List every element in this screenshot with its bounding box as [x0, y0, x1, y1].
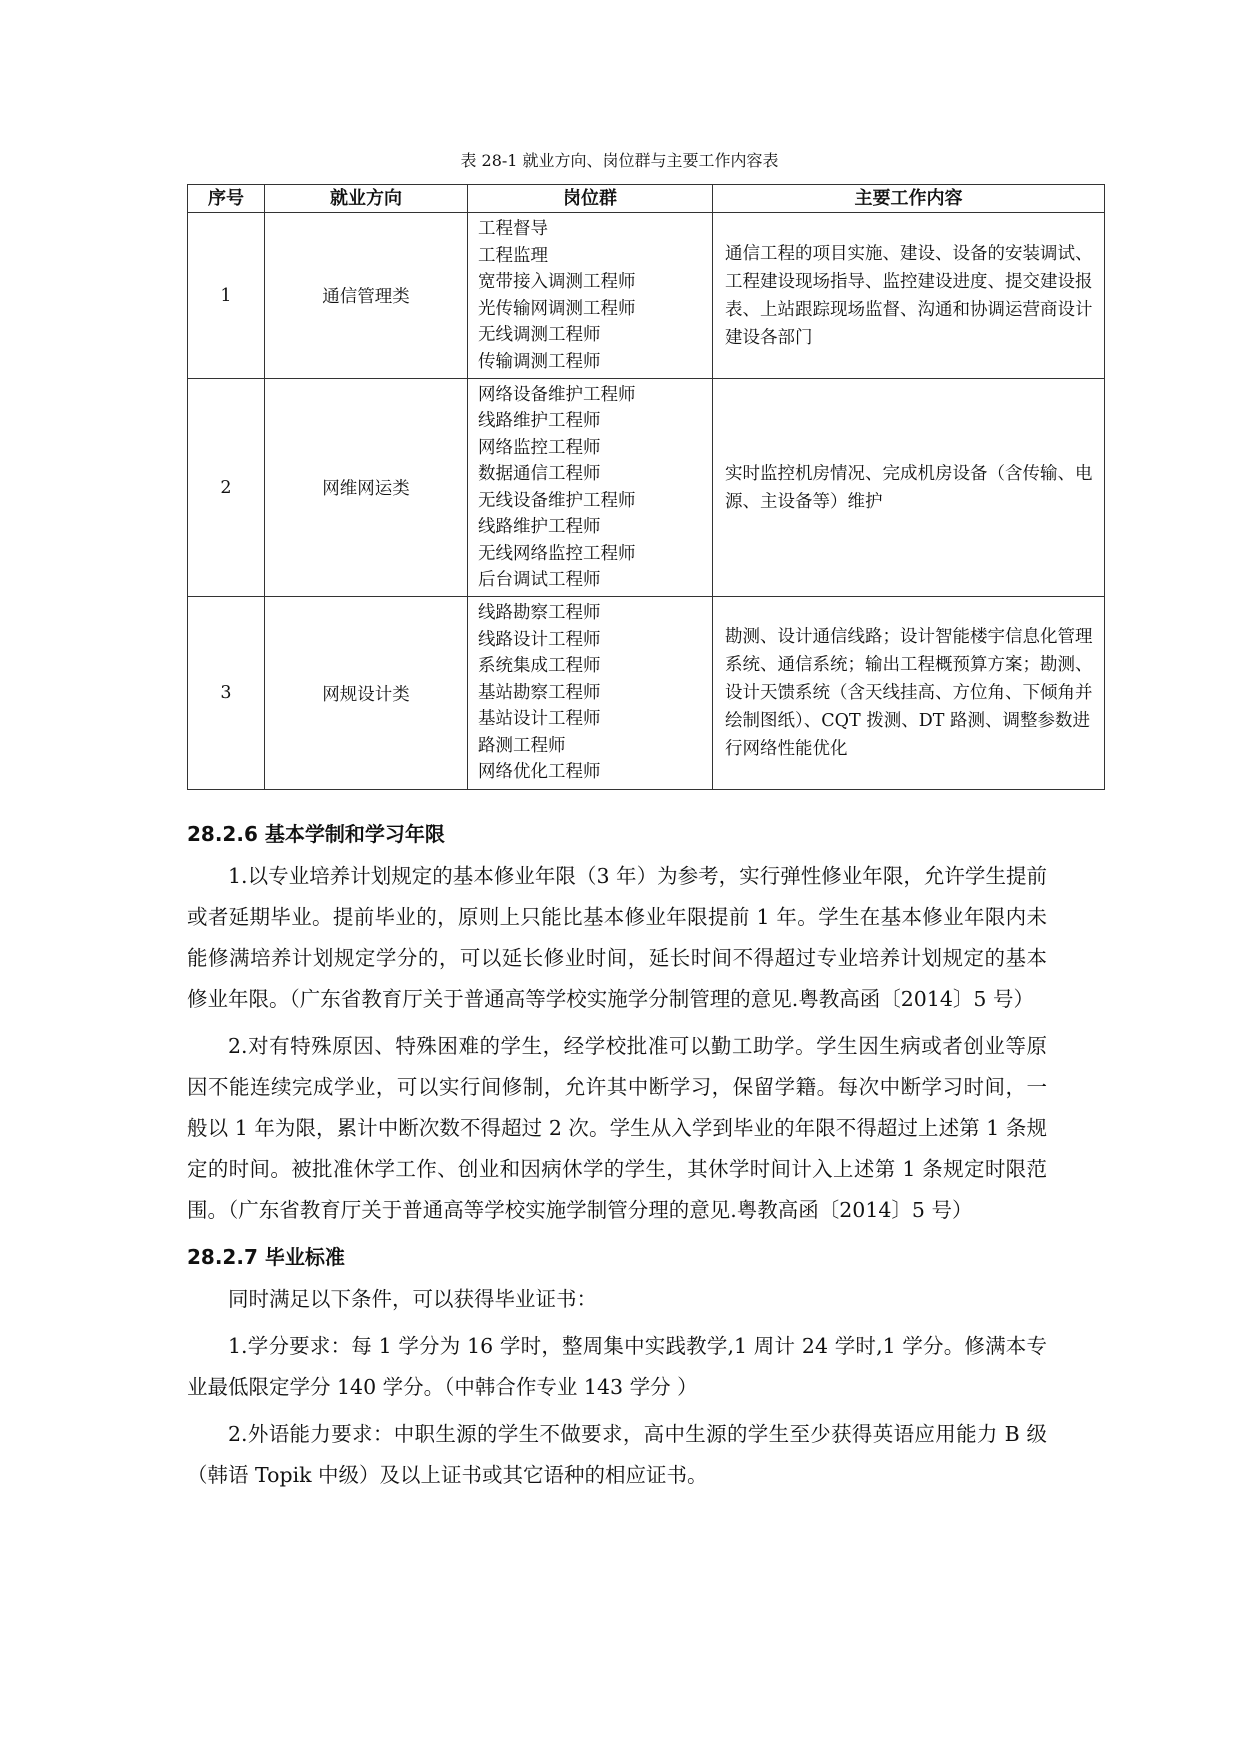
header-work: 主要工作内容: [713, 185, 1105, 213]
jobs-table: [187, 184, 1105, 790]
table-row: [188, 597, 1105, 790]
paragraph: 1.学分要求：每 1 学分为 16 学时，整周集中实践教学,1 周计 24 学时,1 学分。修满本专业最低限定学分 140 学分。（中韩合作专业 143 学分 ）: [187, 1334, 1047, 1399]
table-caption: 表 28-1 就业方向、岗位群与主要工作内容表: [460, 151, 779, 170]
position-item: 系统集成工程师: [478, 656, 601, 677]
row-positions: [468, 379, 713, 597]
header-direction: 就业方向: [265, 185, 468, 213]
row-no: 1: [188, 213, 265, 379]
position-item: 网络优化工程师: [478, 762, 601, 783]
row-work: 实时监控机房情况、完成机房设备（含传输、电源、主设备等）维护: [713, 379, 1105, 597]
row-direction: 通信管理类: [265, 213, 468, 379]
table-header-row: [188, 185, 1105, 213]
paragraph: 同时满足以下条件，可以获得毕业证书：: [228, 1287, 597, 1311]
position-item: 基站勘察工程师: [478, 682, 601, 703]
position-item: 数据通信工程师: [478, 464, 601, 484]
table-row: [188, 213, 1105, 379]
position-item: 无线网络监控工程师: [478, 543, 636, 564]
section-heading: 28.2.6 基本学制和学习年限: [187, 822, 445, 846]
position-item: 工程监理: [478, 245, 548, 266]
paragraph: 2.外语能力要求：中职生源的学生不做要求，高中生源的学生至少获得英语应用能力 B 级（韩语 Topik 中级）及以上证书或其它语种的相应证书。: [187, 1422, 1047, 1487]
row-direction: 网维网运类: [265, 379, 468, 597]
row-work: 通信工程的项目实施、建设、设备的安装调试、工程建设现场指导、监控建设进度、提交建设报表、上站跟踪现场监督、沟通和协调运营商设计建设各部门: [713, 213, 1105, 379]
row-direction: 网规设计类: [265, 597, 468, 790]
header-no: 序号: [188, 185, 265, 213]
position-item: 线路设计工程师: [478, 629, 601, 650]
position-item: 路测工程师: [478, 735, 566, 756]
position-item: 后台调试工程师: [478, 570, 601, 590]
document-body: [187, 808, 1047, 1502]
row-positions: [468, 213, 713, 379]
position-item: 线路维护工程师: [478, 411, 601, 431]
position-item: 宽带接入调测工程师: [478, 272, 636, 292]
position-item: 基站设计工程师: [478, 709, 601, 730]
header-positions: 岗位群: [468, 185, 713, 213]
paragraph: 1.以专业培养计划规定的基本修业年限（3 年）为参考，实行弹性修业年限，允许学生提前或者延期毕业。提前毕业的，原则上只能比基本修业年限提前 1 年。学生在基本修业年限内未能修满培养计划规定学分的，可以延长修业时间，延长时间不得超过专业培养计划规定的基本修业年限。（广东省教育厅关于普通高等学校实施学分制管理的意见.粤教高函〔2014〕5 号）: [187, 864, 1047, 1011]
position-item: 网络监控工程师: [478, 437, 601, 458]
section-heading: 28.2.7 毕业标准: [187, 1245, 345, 1269]
position-item: 网络设备维护工程师: [478, 384, 636, 405]
position-item: 无线调测工程师: [478, 325, 601, 345]
position-item: 无线设备维护工程师: [478, 490, 636, 511]
table-row: [188, 379, 1105, 597]
position-item: 光传输网调测工程师: [478, 298, 636, 319]
position-item: 线路维护工程师: [478, 517, 601, 537]
position-item: 工程督导: [478, 219, 548, 239]
row-positions: [468, 597, 713, 790]
row-work: 勘测、设计通信线路；设计智能楼宇信息化管理系统、通信系统；输出工程概预算方案；勘测、设计天馈系统（含天线挂高、方位角、下倾角并绘制图纸）、CQT 拨测、DT 路测、调整参数进行网络性能优化: [713, 597, 1105, 790]
position-item: 传输调测工程师: [478, 351, 601, 372]
position-item: 线路勘察工程师: [478, 603, 601, 624]
row-no: 2: [188, 379, 265, 597]
row-no: 3: [188, 597, 265, 790]
paragraph: 2.对有特殊原因、特殊困难的学生，经学校批准可以勤工助学。学生因生病或者创业等原因不能连续完成学业，可以实行间修制，允许其中断学习，保留学籍。每次中断学习时间，一般以 1 年为限，累计中断次数不得超过 2 次。学生从入学到毕业的年限不得超过上述第 1 条规定的时间。被批准休学工作、创业和因病休学的学生，其休学时间计入上述第 1 条规定时限范围。（广东省教育厅关于普通高等学校实施学制管分理的意见.粤教高函〔2014〕5 号）: [187, 1034, 1047, 1222]
